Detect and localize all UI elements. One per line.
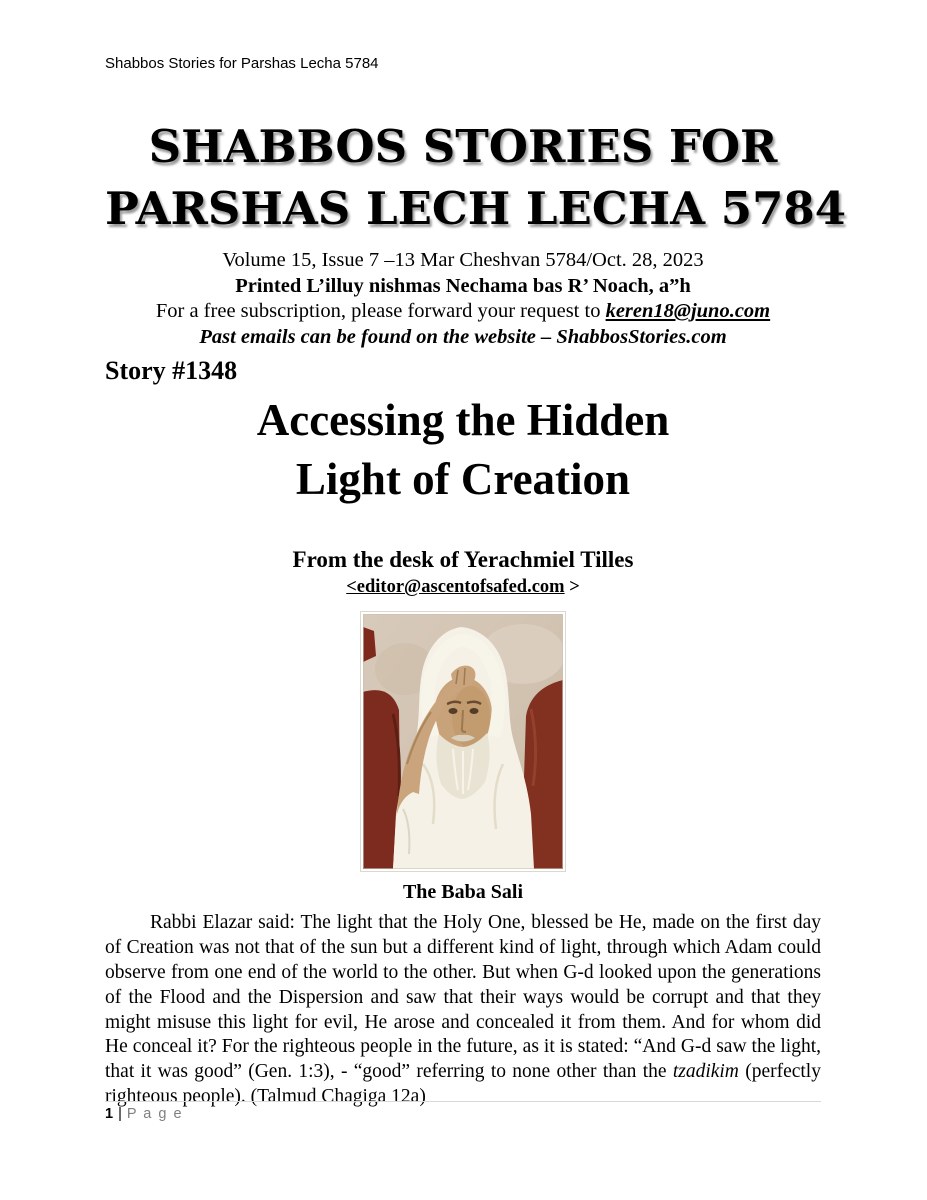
story-title	[105, 391, 821, 509]
dedication-line: Printed L’illuy nishmas Nechama bas R’ Noach, a”h	[235, 274, 691, 297]
editor-email-link[interactable]: <editor@ascentofsafed.com	[346, 577, 565, 598]
newsletter-title-line-1: SHABBOS STORIES FOR	[148, 120, 778, 173]
subscription-email-link[interactable]: keren18@juno.com	[605, 300, 771, 322]
photo-figure	[105, 611, 821, 905]
subscription-line	[105, 299, 821, 325]
page-label: P a g e	[126, 1106, 184, 1122]
baba-sali-portrait-image	[363, 614, 563, 869]
photo-caption: The Baba Sali	[402, 881, 524, 904]
page-number: 1	[105, 1106, 114, 1122]
newsletter-title-line-2: PARSHAS LECH LECHA 5784	[105, 182, 847, 235]
newsletter-title	[105, 116, 847, 240]
subscription-text: For a free subscription, please forward your request to	[155, 300, 606, 322]
body-text-2: (perfectly righteous people). (Talmud Chagiga 12a)	[105, 1061, 821, 1107]
editor-email-suffix: >	[564, 577, 580, 598]
story-title-line-1: Accessing the Hidden	[256, 395, 670, 445]
footer-separator: |	[118, 1106, 122, 1122]
body-italic-term: tzadikim	[672, 1061, 739, 1083]
editor-email-line	[105, 575, 821, 599]
story-byline: From the desk of Yerachmiel Tilles	[292, 547, 634, 573]
story-title-line-2: Light of Creation	[295, 454, 631, 504]
story-number: Story #1348	[105, 356, 238, 385]
archive-line: Past emails can be found on the website – ShabbosStories.com	[199, 325, 727, 348]
page-footer	[105, 1106, 183, 1122]
page-content	[105, 0, 847, 1110]
running-header: Shabbos Stories for Parshas Lecha 5784	[105, 55, 379, 72]
footer-rule	[105, 1101, 821, 1102]
body-text-1: Rabbi Elazar said: The light that the Holy One, blessed be He, made on the first day of Creation was not that of the sun but a different kind of light, through which Adam could observe from one end of the world to the other. But when G-d looked upon the generations of the Flood and the Dispersion and saw that their ways would be corrupt and that they might misuse this light for evil, He arose and concealed it from them. And for whom did He conceal it? For the righteous people in the future, as it is stated: “And G-d saw the light, that it was good” (Gen. 1:3), - “good” referring to none other than the	[105, 912, 821, 1083]
baba-sali-photo	[360, 611, 566, 872]
volume-issue-line: Volume 15, Issue 7 –13 Mar Cheshvan 5784/Oct. 28, 2023	[222, 249, 704, 271]
story-body-paragraph	[105, 911, 821, 1109]
